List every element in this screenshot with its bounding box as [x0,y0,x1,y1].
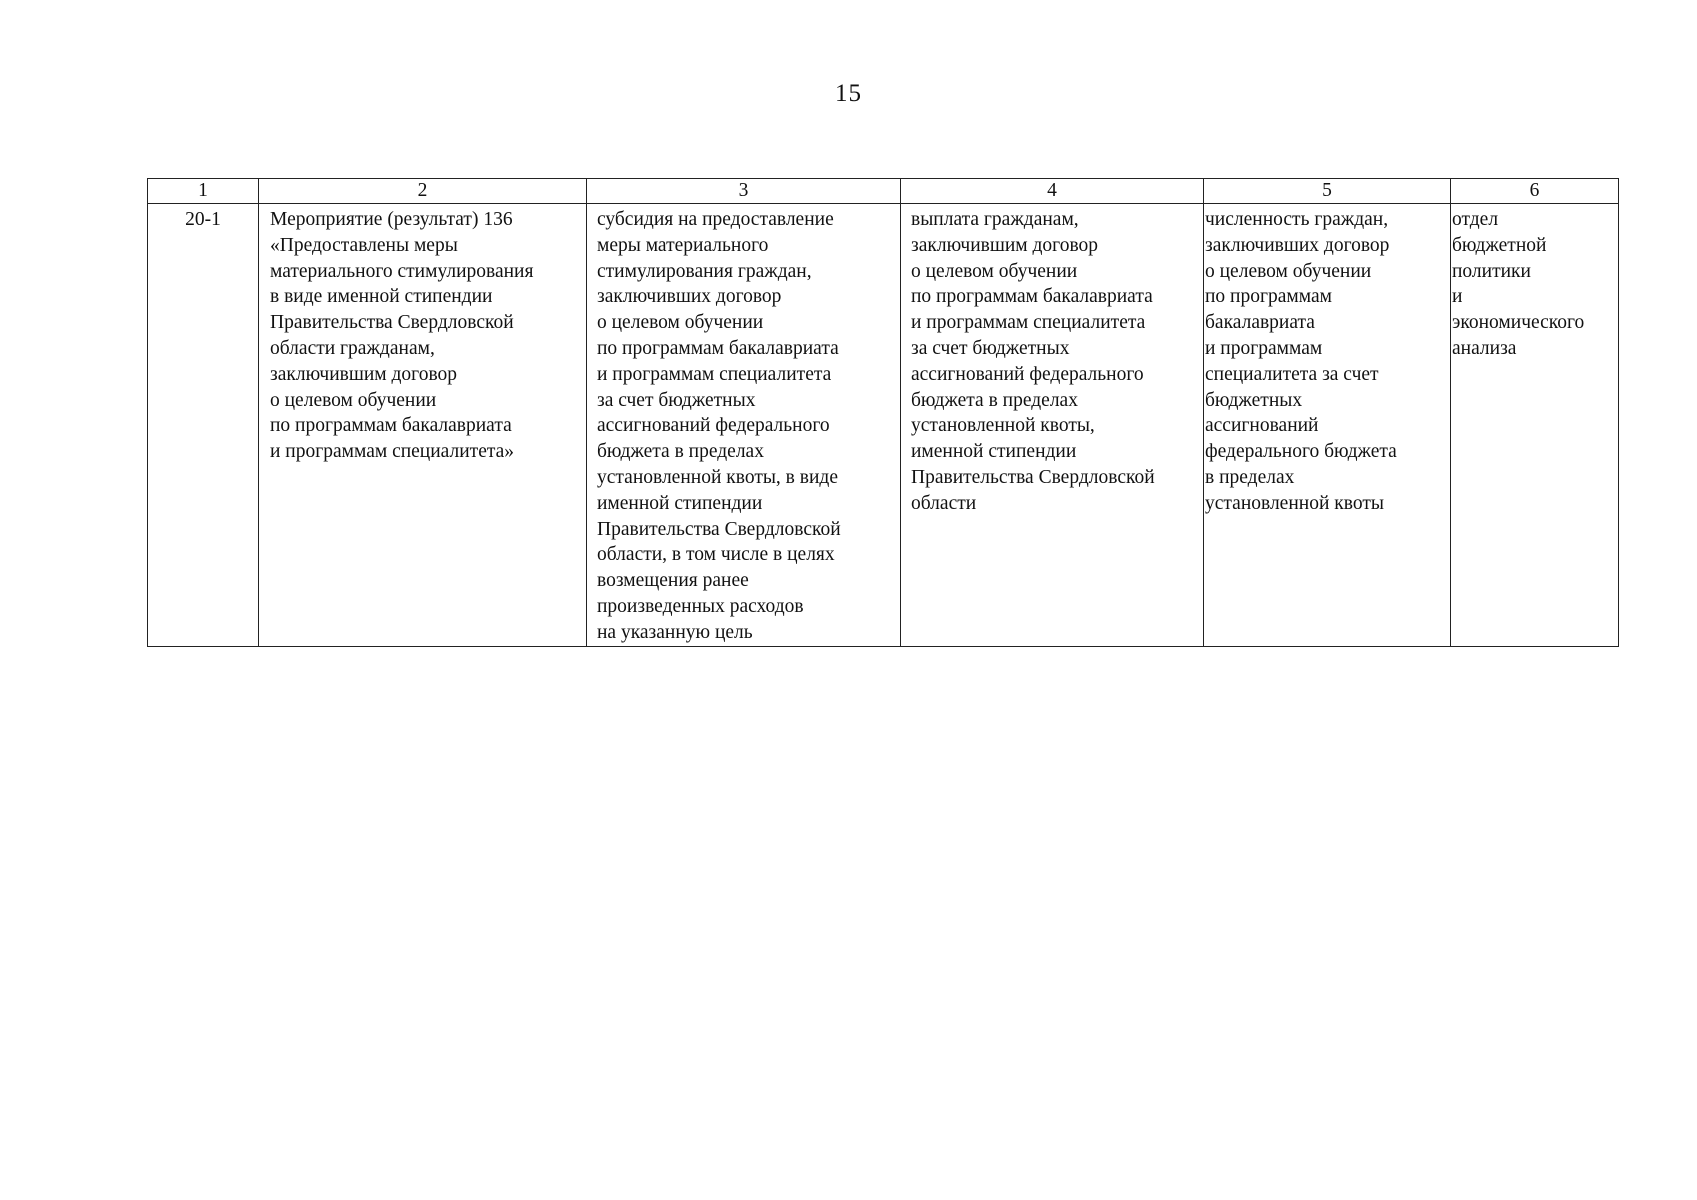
table-row [148,204,1619,647]
measure-name-cell: Мероприятие (результат) 136 «Предоставлены меры материального стимулирования в виде именной стипендии Правительства Свердловской области гражданам, заключившим договор о целевом обучении по программам бакалавриата и программам специалитета» [259,204,587,647]
column-header-4: 4 [901,179,1204,204]
column-header-6: 6 [1451,179,1619,204]
column-header-3: 3 [587,179,901,204]
payment-description-cell: выплата гражданам, заключившим договор о целевом обучении по программам бакалавриата и программам специалитета за счет бюджетных ассигнований федерального бюджета в пределах установленной квоты, именной стипендии Правительства Свердловской области [901,204,1204,647]
table-header-row [148,179,1619,204]
column-header-2: 2 [259,179,587,204]
page-number: 15 [835,80,862,107]
indicator-cell: численность граждан, заключивших договор о целевом обучении по программам бакалавриата и программам специалитета за счет бюджетных ассигнований федерального бюджета в пределах установленной квоты [1204,204,1451,647]
responsible-department-cell: отдел бюджетной политики и экономического анализа [1451,204,1619,647]
column-header-5: 5 [1204,179,1451,204]
subsidy-description-cell: субсидия на предоставление меры материального стимулирования граждан, заключивших договор о целевом обучении по программам бакалавриата и программам специалитета за счет бюджетных ассигнований федерального бюджета в пределах установленной квоты, в виде именной стипендии Правительства Свердловской области, в том числе в целях возмещения ранее произведенных расходов на указанную цель [587,204,901,647]
row-number-cell: 20-1 [148,204,259,647]
measures-table [147,178,1619,647]
column-header-1: 1 [148,179,259,204]
